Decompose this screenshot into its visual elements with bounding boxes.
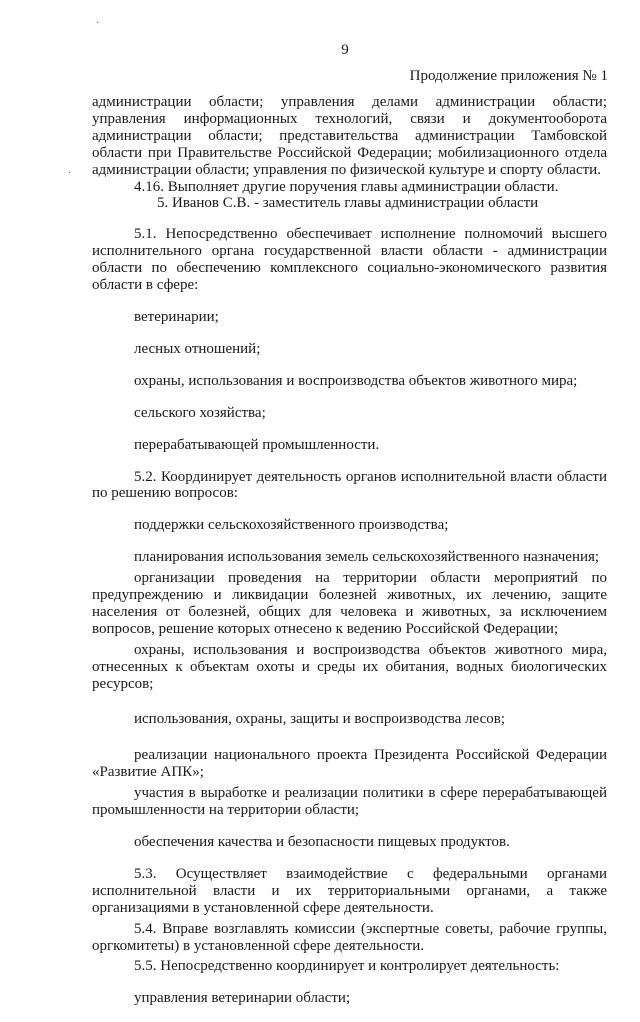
paragraph-5-3: 5.3. Осуществляет взаимодействие с федеральными органами исполнительной власти и их территориальными органами, а также организациями в установленной сфере деятельности. — [92, 865, 607, 916]
page-number: 9 — [341, 42, 349, 58]
list-item: сельского хозяйства; — [134, 404, 266, 421]
list-item: реализации национального проекта Президента Российской Федерации «Развитие АПК»; — [92, 747, 607, 781]
list-item: участия в выработке и реализации политики в сфере перерабатывающей промышленности на территории области; — [92, 785, 607, 819]
paragraph-5-4: 5.4. Вправе возглавлять комиссии (экспертные советы, рабочие группы, оргкомитеты) в установленной сфере деятельности. — [92, 920, 607, 954]
list-item: поддержки сельскохозяйственного производства; — [134, 517, 449, 534]
paragraph-5-5: 5.5. Непосредственно координирует и контролирует деятельность: — [134, 958, 560, 975]
paragraph-4-16: 4.16. Выполняет другие поручения главы администрации области. — [134, 178, 559, 195]
list-item: обеспечения качества и безопасности пищевых продуктов. — [134, 834, 510, 850]
paragraph-5-1: 5.1. Непосредственно обеспечивает исполнение полномочий высшего исполнительного органа государственной власти области - администрации области по обеспечению комплексного социально-экономического развития области в сфере: — [92, 226, 607, 294]
scan-mark: · — [96, 18, 100, 29]
section-heading-5: 5. Иванов С.В. - заместитель главы администрации области — [157, 195, 539, 212]
list-item: ветеринарии; — [134, 308, 219, 325]
list-item: организации проведения на территории области мероприятий по предупреждению и ликвидации болезней животных, их лечению, защите населения от болезней, общих для человека и животных, за исключением вопросов, решение которых отнесено к ведению Российской Федерации; — [92, 570, 607, 637]
list-item: управления ветеринарии области; — [134, 990, 351, 1007]
list-item: использования, охраны, защиты и воспроизводства лесов; — [134, 711, 505, 728]
list-item: лесных отношений; — [134, 340, 261, 357]
appendix-continuation-header: Продолжение приложения № 1 — [409, 68, 608, 84]
document-body — [92, 94, 607, 1022]
paragraph-continued: администрации области; управления делами администрации области; управления информационных технологий, связи и документооборота администрации области; представительства администрации Тамбовской области при Правительстве Российской Федерации; мобилизационного отдела администрации области; управления по физической культуре и спорту области. — [92, 94, 607, 178]
list-item: охраны, использования и воспроизводства объектов животного мира, отнесенных к объектам охоты и среды их обитания, водных биологических ресурсов; — [92, 641, 607, 692]
list-item: перерабатывающей промышленности. — [134, 436, 380, 453]
list-item: охраны, использования и воспроизводства объектов животного мира; — [134, 372, 578, 389]
scan-mark: · — [68, 168, 72, 179]
list-item: планирования использования земель сельскохозяйственного назначения; — [134, 549, 600, 566]
paragraph-5-2: 5.2. Координирует деятельность органов исполнительной власти области по решению вопросов: — [92, 468, 607, 502]
